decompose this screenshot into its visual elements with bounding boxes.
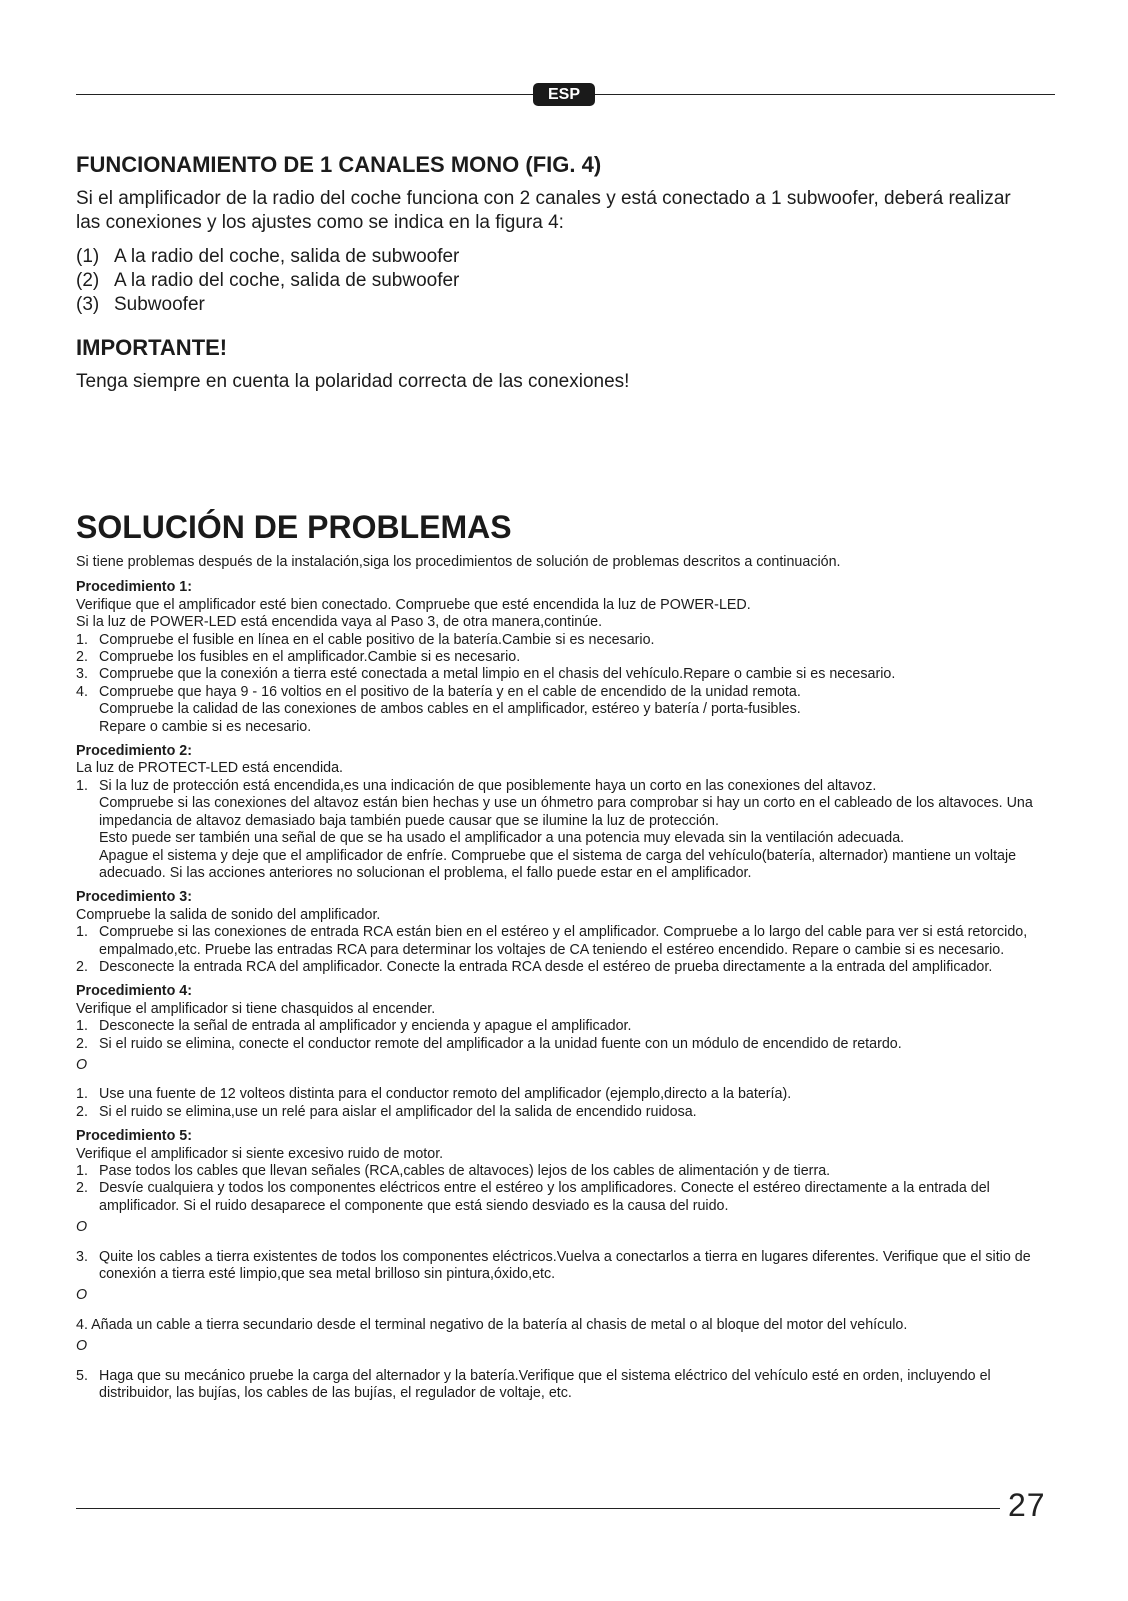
list-item: 3. Compruebe que la conexión a tierra esté conectada a metal limpio en el chasis del vehículo.Repare o cambie si es necesario.	[76, 666, 896, 683]
procedure-line: Verifique que el amplificador esté bien conectado. Compruebe que esté encendida la luz de POWER-LED.	[76, 596, 751, 613]
troubleshooting-intro: Si tiene problemas después de la instalación,siga los procedimientos de solución de problemas descritos a continuación.	[76, 554, 841, 570]
mono-intro-line1: Si el amplificador de la radio del coche funciona con 2 canales y está conectado a 1 subwoofer, deberá realizar	[76, 188, 1011, 209]
procedure-title: Procedimiento 5:	[76, 1128, 192, 1145]
list-item: 2. Desconecte la entrada RCA del amplificador. Conecte la entrada RCA desde el estéreo de prueba directamente a la entrada del amplificador.	[76, 958, 993, 975]
procedure-title: Procedimiento 3:	[76, 889, 192, 906]
list-item-cont: Compruebe la calidad de las conexiones de ambos cables en el amplificador, estéreo y batería / porta-fusibles.	[99, 701, 801, 718]
procedure-line: Verifique el amplificador si tiene chasquidos al encender.	[76, 1000, 436, 1017]
list-item: (2) A la radio del coche, salida de subwoofer	[76, 270, 460, 291]
page-number: 27	[1008, 1487, 1046, 1523]
procedure-line: La luz de PROTECT-LED está encendida.	[76, 760, 344, 777]
important-text: Tenga siempre en cuenta la polaridad correcta de las conexiones!	[76, 371, 630, 392]
alternative-marker: O	[76, 1219, 88, 1236]
list-item-cont: Repare o cambie si es necesario.	[99, 718, 312, 735]
troubleshooting-title: SOLUCIÓN DE PROBLEMAS	[76, 509, 512, 545]
procedure-2	[76, 743, 1056, 882]
list-item: 5. Haga que su mecánico pruebe la carga del alternador y la batería.Verifique que el sistema eléctrico del vehículo esté en orden, incluyendo el distribuidor, las bujías, los cables de las bujías, el regulador de voltaje, etc.	[76, 1367, 991, 1402]
important-title: IMPORTANTE!	[76, 335, 228, 360]
alternative-marker: O	[76, 1287, 88, 1304]
procedure-5	[76, 1128, 1056, 1402]
troubleshooting-body	[76, 554, 1056, 1409]
procedure-title: Procedimiento 1:	[76, 579, 192, 596]
list-item: 2. Desvíe cualquiera y todos los componentes eléctricos entre el estéreo y los amplificadores. Conecte el estéreo directamente a la entrada del amplificador. Si el ruido desaparece el componente que está siendo desviado es la causa del ruido.	[76, 1180, 990, 1214]
list-item-cont: Apague el sistema y deje que el amplificador de enfríe. Compruebe que el sistema de carga del vehículo(batería, alternador) mantiene un voltaje adecuado. Si las acciones anteriores no solucionan el problema, el fallo puede estar en el amplificador.	[99, 847, 1017, 881]
list-item: (1) A la radio del coche, salida de subwoofer	[76, 246, 460, 267]
alternative-marker: O	[76, 1056, 88, 1073]
list-item: 2. Compruebe los fusibles en el amplificador.Cambie si es necesario.	[76, 649, 521, 666]
section-title-mono: FUNCIONAMIENTO DE 1 CANALES MONO (FIG. 4)	[76, 152, 602, 177]
list-item: 2. Si el ruido se elimina, conecte el conductor remote del amplificador a la unidad fuente con un módulo de encendido de retardo.	[76, 1035, 902, 1052]
procedure-3	[76, 889, 1056, 976]
mono-intro-line2: las conexiones y los ajustes como se indica en la figura 4:	[76, 212, 564, 233]
procedure-1	[76, 579, 1056, 736]
alternative-marker: O	[76, 1338, 88, 1355]
procedure-line: Verifique el amplificador si siente excesivo ruido de motor.	[76, 1145, 444, 1162]
footer-rule	[76, 1508, 1000, 1509]
procedure-4	[76, 983, 1056, 1121]
procedure-title: Procedimiento 4:	[76, 983, 192, 1000]
list-item: 1. Pase todos los cables que llevan señales (RCA,cables de altavoces) lejos de los cables de alimentación y de tierra.	[76, 1163, 831, 1179]
list-item-cont: Compruebe si las conexiones del altavoz están bien hechas y use un óhmetro para comprobar si hay un corto en el cableado de los altavoces. Una impedancia de altavoz demasiado baja también puede causar que se ilumine la luz de protección.	[99, 795, 1033, 829]
list-item: 1. Compruebe si las conexiones de entrada RCA están bien en el estéreo y el amplificador. Compruebe a lo largo del cable para ver si está retorcido, empalmado,etc. Pruebe las entradas RCA para determinar los voltajes de CA teniendo el estéreo encendido. Repare o cambie si es necesario.	[76, 924, 1028, 958]
list-item: 2. Si el ruido se elimina,use un relé para aislar el amplificador del la salida de encendido ruidosa.	[76, 1103, 697, 1120]
list-item: 3. Quite los cables a tierra existentes de todos los componentes eléctricos.Vuelva a conectarlos a tierra en lugares diferentes. Verifique que el sitio de conexión a tierra esté limpio,que sea metal brilloso sin pintura,óxido,etc.	[76, 1248, 1031, 1283]
language-badge: ESP	[533, 83, 595, 106]
list-item-cont: Esto puede ser también una señal de que se ha usado el amplificador a una potencia muy elevada sin la ventilación adecuada.	[99, 830, 905, 847]
list-item: 4. Añada un cable a tierra secundario desde el terminal negativo de la batería al chasis de metal o al bloque del motor del vehículo.	[76, 1316, 908, 1333]
procedure-line: Si la luz de POWER-LED está encendida vaya al Paso 3, de otra manera,continúe.	[76, 614, 603, 631]
list-item: 1. Compruebe el fusible en línea en el cable positivo de la batería.Cambie si es necesario.	[76, 631, 655, 648]
list-item: 4. Compruebe que haya 9 - 16 voltios en el positivo de la batería y en el cable de encendido de la unidad remota.	[76, 683, 801, 700]
list-item: (3) Subwoofer	[76, 294, 205, 315]
list-item: 1. Use una fuente de 12 volteos distinta para el conductor remoto del amplificador (ejemplo,directo a la batería).	[76, 1086, 792, 1103]
list-item: 1. Si la luz de protección está encendida,es una indicación de que posiblemente haya un corto en las conexiones del altavoz.	[76, 777, 877, 794]
procedure-line: Compruebe la salida de sonido del amplificador.	[76, 906, 381, 923]
procedure-title: Procedimiento 2:	[76, 743, 192, 760]
list-item: 1. Desconecte la señal de entrada al amplificador y encienda y apague el amplificador.	[76, 1018, 632, 1035]
